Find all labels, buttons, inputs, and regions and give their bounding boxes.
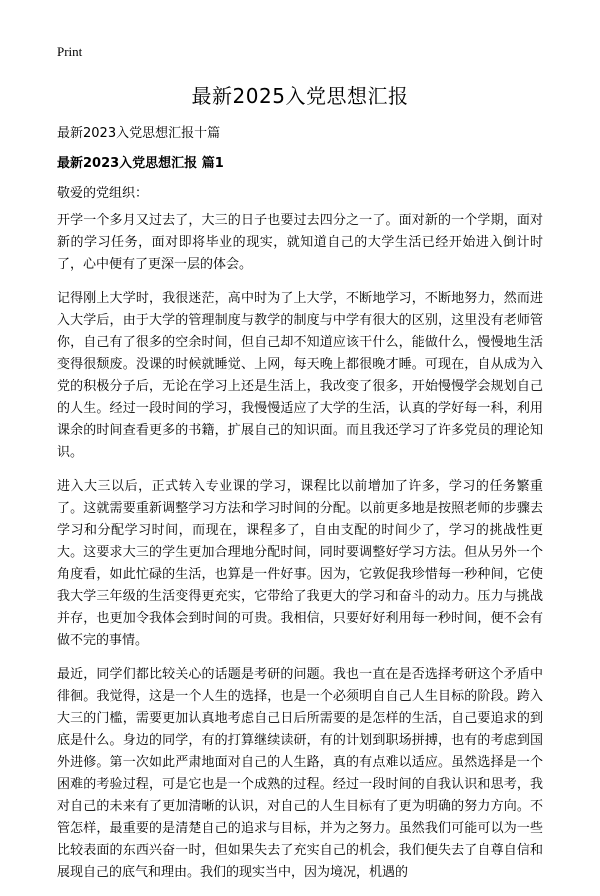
document-subtitle: 最新2023入党思想汇报十篇 — [57, 126, 221, 141]
document-title: 最新2025入党思想汇报 — [191, 84, 409, 108]
paragraph: 记得刚上大学时，我很迷茫，高中时为了上大学，不断地学习，不断地努力，然而进入大学后，由于大学的管理制度与教学的制度与中学有很大的区别，这里没有老师管你，自己有了很多的空余时间，但自己却不知道应该干什么，能做什么，慢慢地生活变得很颓废。没课的时候就睡觉、上网，每天晚上都很晚才睡。可现在，自从成为入党的积极分子后，无论在学习上还是生活上，我改变了很多，开始慢慢学会规划自己的人生。经过一段时间的学习，我慢慢适应了大学的生活，认真的学好每一科，利用课余的时间查看更多的书籍，扩展自己的知识面。而且我还学习了许多党员的理论知识。 — [57, 291, 543, 460]
paragraph: 最近，同学们都比较关心的话题是考研的问题。我也一直在是否选择考研这个矛盾中徘徊。我觉得，这是一个人生的选择，也是一个必须明自自己人生目标的阶段。跨入大三的门槛，需要更加认真地考虑自己日后所需要的是怎样的生活，自己要追求的到底是什么。身边的同学，有的打算继续读研，有的计划到职场拼搏，也有的考虑到国外进修。第一次如此严肃地面对自己的人生路，真的有点难以适应。虽然选择是一个困难的考验过程，可是它也是一个成熟的过程。经过一段时间的自我认识和思考，我对自己的未来有了更加清晰的认识，对自己的人生目标有了更为明确的努力方向。不管怎样，最重要的是清楚自己的追求与目标，并为之努力。虽然我们可能可以为一些比较表面的东西兴奋一时，但如果失去了充实自己的机会，我们便失去了自尊自信和展现自己的底气和理由。我们的现实当中，因为境况，机遇的 — [57, 667, 543, 880]
print-link[interactable]: Print — [57, 44, 83, 59]
paragraph: 进入大三以后，正式转入专业课的学习，课程比以前增加了许多，学习的任务繁重了。这就需要重新调整学习方法和学习时间的分配。以前更多地是按照老师的步骤去学习和分配学习时间，而现在，课程多了，自由支配的时间少了，学习的挑战性更大。这要求大三的学生更加合理地分配时间，同时要调整好学习方法。但从另外一个角度看，如此忙碌的生活，也算是一件好事。因为，它敦促我珍惜每一秒种间，它使我大学三年级的生活变得更充实，它带给了我更大的学习和奋斗的动力。压力与挑战并存，也更加令我体会到时间的可贵。我相信，只要好好利用每一秒时间，便不会有做不完的事情。 — [57, 479, 543, 648]
document-body — [57, 210, 543, 896]
greeting: 敬爱的党组织： — [57, 186, 149, 201]
section-heading: 最新2023入党思想汇报 篇1 — [57, 156, 224, 171]
paragraph: 开学一个多月又过去了，大三的日子也要过去四分之一了。面对新的一个学期，面对新的学习任务，面对即将毕业的现实，就知道自己的大学生活已经开始进入倒计时了，心中便有了更深一层的体会。 — [57, 213, 543, 272]
